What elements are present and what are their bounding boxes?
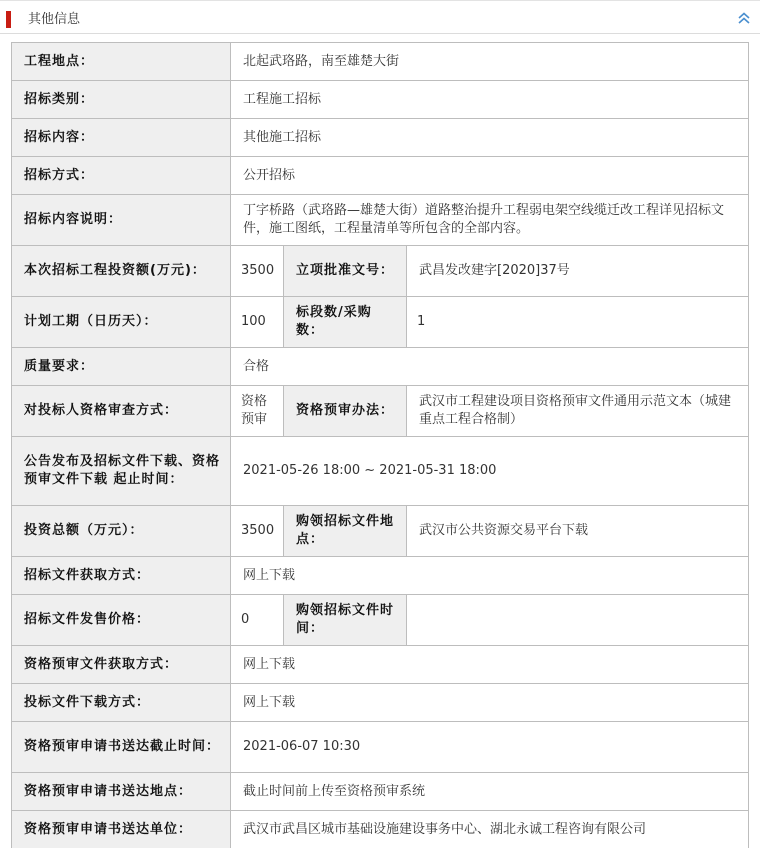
- row-label: 资格预审申请书送达单位：: [12, 811, 231, 848]
- row-label-secondary: 资格预审办法：: [284, 386, 407, 437]
- table-row: [12, 348, 749, 386]
- section-title: 其他信息: [28, 12, 81, 27]
- table-row: [12, 195, 749, 246]
- row-value: 3500: [231, 246, 284, 297]
- row-value-secondary: [407, 595, 749, 646]
- row-label: 资格预审申请书送达截止时间：: [12, 722, 231, 773]
- table-row: [12, 157, 749, 195]
- row-label: 招标文件发售价格：: [12, 595, 231, 646]
- row-value: 100: [231, 297, 284, 348]
- row-label: 投标文件下载方式：: [12, 684, 231, 722]
- row-label: 招标方式：: [12, 157, 231, 195]
- table-row: [12, 386, 749, 437]
- row-value: 网上下载: [231, 557, 749, 595]
- table-row: [12, 684, 749, 722]
- row-label: 招标文件获取方式：: [12, 557, 231, 595]
- table-row: [12, 595, 749, 646]
- double-chevron-up-icon[interactable]: [736, 10, 752, 26]
- row-value: 网上下载: [231, 646, 749, 684]
- row-value: 丁字桥路（武珞路—雄楚大街）道路整治提升工程弱电架空线缆迁改工程详见招标文件，施工图纸，工程量清单等所包含的全部内容。: [231, 195, 749, 246]
- row-value: 截止时间前上传至资格预审系统: [231, 773, 749, 811]
- row-label-secondary: 购领招标文件时间：: [284, 595, 407, 646]
- table-row: [12, 246, 749, 297]
- section-accent-bar: [6, 11, 11, 28]
- row-value: 3500: [231, 506, 284, 557]
- row-label: 质量要求：: [12, 348, 231, 386]
- table-row: [12, 811, 749, 848]
- row-label: 本次招标工程投资额(万元)：: [12, 246, 231, 297]
- info-table: [11, 42, 749, 848]
- row-value: 武汉市武昌区城市基础设施建设事务中心、湖北永诚工程咨询有限公司: [231, 811, 749, 848]
- row-label-secondary: 标段数/采购数：: [284, 297, 407, 348]
- row-value: 资格预审: [231, 386, 284, 437]
- table-row: [12, 506, 749, 557]
- row-value: 网上下载: [231, 684, 749, 722]
- row-value: 工程施工招标: [231, 81, 749, 119]
- table-row: [12, 43, 749, 81]
- info-table-wrapper: [11, 42, 748, 848]
- row-label: 公告发布及招标文件下载、资格预审文件下载 起止时间：: [12, 437, 231, 506]
- row-value-secondary: 武昌发改建字[2020]37号: [407, 246, 749, 297]
- row-label-secondary: 立项批准文号：: [284, 246, 407, 297]
- table-row: [12, 437, 749, 506]
- table-row: [12, 646, 749, 684]
- row-value-secondary: 武汉市公共资源交易平台下载: [407, 506, 749, 557]
- row-label: 招标内容说明：: [12, 195, 231, 246]
- row-label: 投资总额（万元）：: [12, 506, 231, 557]
- row-label: 招标类别：: [12, 81, 231, 119]
- table-row: [12, 557, 749, 595]
- row-value: 2021-05-26 18:00 ~ 2021-05-31 18:00: [231, 437, 749, 506]
- row-value: 0: [231, 595, 284, 646]
- row-value: 合格: [231, 348, 749, 386]
- row-label: 资格预审文件获取方式：: [12, 646, 231, 684]
- row-value: 北起武珞路，南至雄楚大街: [231, 43, 749, 81]
- row-label-secondary: 购领招标文件地点：: [284, 506, 407, 557]
- row-value: 其他施工招标: [231, 119, 749, 157]
- row-value-secondary: 1: [407, 297, 749, 348]
- row-label: 对投标人资格审查方式：: [12, 386, 231, 437]
- table-row: [12, 297, 749, 348]
- row-value-secondary: 武汉市工程建设项目资格预审文件通用示范文本（城建重点工程合格制）: [407, 386, 749, 437]
- table-row: [12, 773, 749, 811]
- table-row: [12, 119, 749, 157]
- row-label: 招标内容：: [12, 119, 231, 157]
- row-label: 工程地点：: [12, 43, 231, 81]
- row-value: 2021-06-07 10:30: [231, 722, 749, 773]
- row-label: 资格预审申请书送达地点：: [12, 773, 231, 811]
- row-value: 公开招标: [231, 157, 749, 195]
- table-row: [12, 81, 749, 119]
- section-header: [0, 0, 760, 34]
- table-row: [12, 722, 749, 773]
- row-label: 计划工期（日历天）：: [12, 297, 231, 348]
